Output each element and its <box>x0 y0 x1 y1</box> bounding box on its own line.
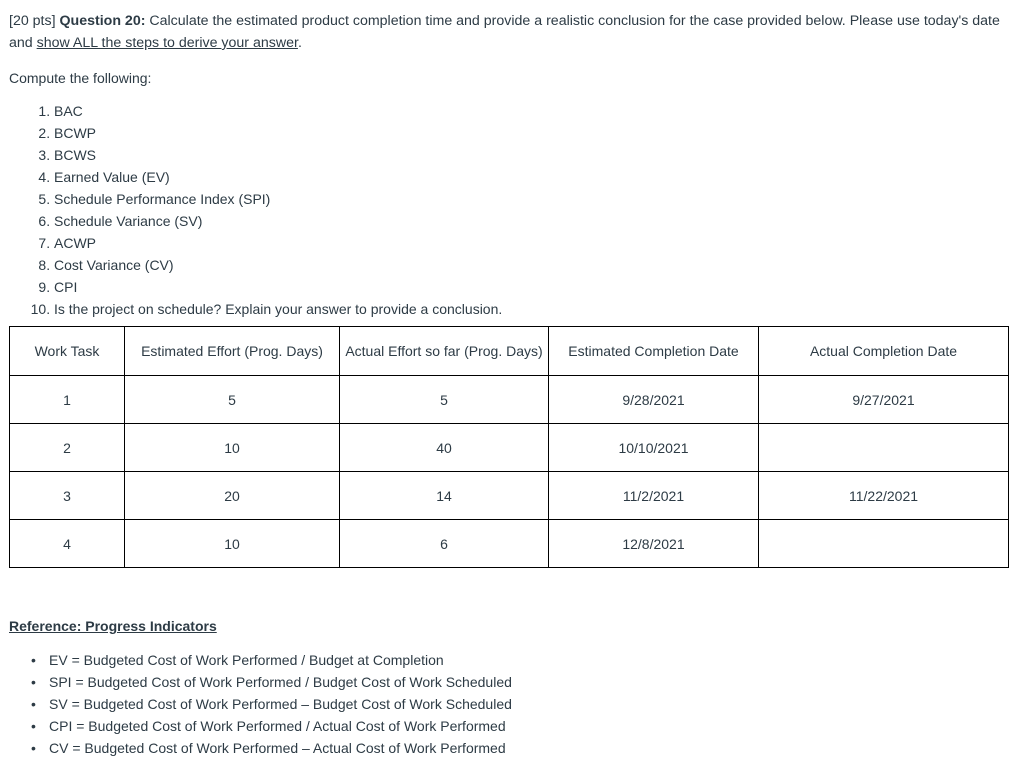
cell-estimated-effort: 5 <box>125 376 340 424</box>
steps-list <box>9 100 1009 320</box>
indicator-item: • EV = Budgeted Cost of Work Performed / Budget at Completion <box>49 649 512 671</box>
indicator-item: • CV = Budgeted Cost of Work Performed – Actual Cost of Work Performed <box>49 737 512 759</box>
cell-estimated-completion: 10/10/2021 <box>549 424 759 472</box>
question-points: [20 pts] <box>9 13 56 29</box>
header-actual-effort: Actual Effort so far (Prog. Days) <box>340 327 549 376</box>
step-item: 7. ACWP <box>54 232 1009 254</box>
cell-actual-completion: 11/22/2021 <box>759 472 1009 520</box>
table-row <box>10 520 1009 568</box>
cell-actual-effort: 14 <box>340 472 549 520</box>
progress-indicators-list <box>9 649 512 759</box>
step-item: 9. CPI <box>54 276 1009 298</box>
question-text <box>9 10 1009 54</box>
cell-actual-effort: 5 <box>340 376 549 424</box>
cell-estimated-completion: 11/2/2021 <box>549 472 759 520</box>
question-page <box>9 10 1009 756</box>
question-period: . <box>297 35 302 51</box>
header-work-task: Work Task <box>10 327 125 376</box>
cell-estimated-effort: 10 <box>125 520 340 568</box>
step-item: 10. Is the project on schedule? Explain your answer to provide a conclusion. <box>54 298 1009 320</box>
step-item: 3. BCWS <box>54 144 1009 166</box>
cell-actual-effort: 6 <box>340 520 549 568</box>
question-title: Question 20: <box>59 13 146 29</box>
table-row <box>10 472 1009 520</box>
step-item: 6. Schedule Variance (SV) <box>54 210 1009 232</box>
header-actual-completion: Actual Completion Date <box>759 327 1009 376</box>
table-header-row <box>10 327 1009 376</box>
cell-work-task: 3 <box>10 472 125 520</box>
step-item: 2. BCWP <box>54 122 1009 144</box>
cell-work-task: 1 <box>10 376 125 424</box>
indicator-item: • SV = Budgeted Cost of Work Performed – Budget Cost of Work Scheduled <box>49 693 512 715</box>
step-item: 5. Schedule Performance Index (SPI) <box>54 188 1009 210</box>
compute-label: Compute the following: <box>9 70 152 86</box>
cell-work-task: 4 <box>10 520 125 568</box>
reference-title: Reference: Progress Indicators <box>9 618 217 634</box>
indicator-item: • CPI = Budgeted Cost of Work Performed / Actual Cost of Work Performed <box>49 715 512 737</box>
question-body: Calculate the estimated product completion time and provide a realistic conclusion for the case provided below. Please use today's date and <box>9 13 1000 51</box>
header-estimated-effort: Estimated Effort (Prog. Days) <box>125 327 340 376</box>
indicator-item: • SPI = Budgeted Cost of Work Performed / Budget Cost of Work Scheduled <box>49 671 512 693</box>
cell-actual-completion <box>759 520 1009 568</box>
table-row <box>10 424 1009 472</box>
cell-actual-completion <box>759 424 1009 472</box>
header-estimated-completion: Estimated Completion Date <box>549 327 759 376</box>
work-task-table <box>9 326 1009 568</box>
cell-estimated-completion: 9/28/2021 <box>549 376 759 424</box>
cell-actual-effort: 40 <box>340 424 549 472</box>
cell-estimated-effort: 20 <box>125 472 340 520</box>
cell-work-task: 2 <box>10 424 125 472</box>
step-item: 4. Earned Value (EV) <box>54 166 1009 188</box>
table-row <box>10 376 1009 424</box>
question-underlined-instruction: show ALL the steps to derive your answer <box>36 35 298 51</box>
cell-estimated-completion: 12/8/2021 <box>549 520 759 568</box>
step-item: 1. BAC <box>54 100 1009 122</box>
step-item: 8. Cost Variance (CV) <box>54 254 1009 276</box>
cell-actual-completion: 9/27/2021 <box>759 376 1009 424</box>
cell-estimated-effort: 10 <box>125 424 340 472</box>
